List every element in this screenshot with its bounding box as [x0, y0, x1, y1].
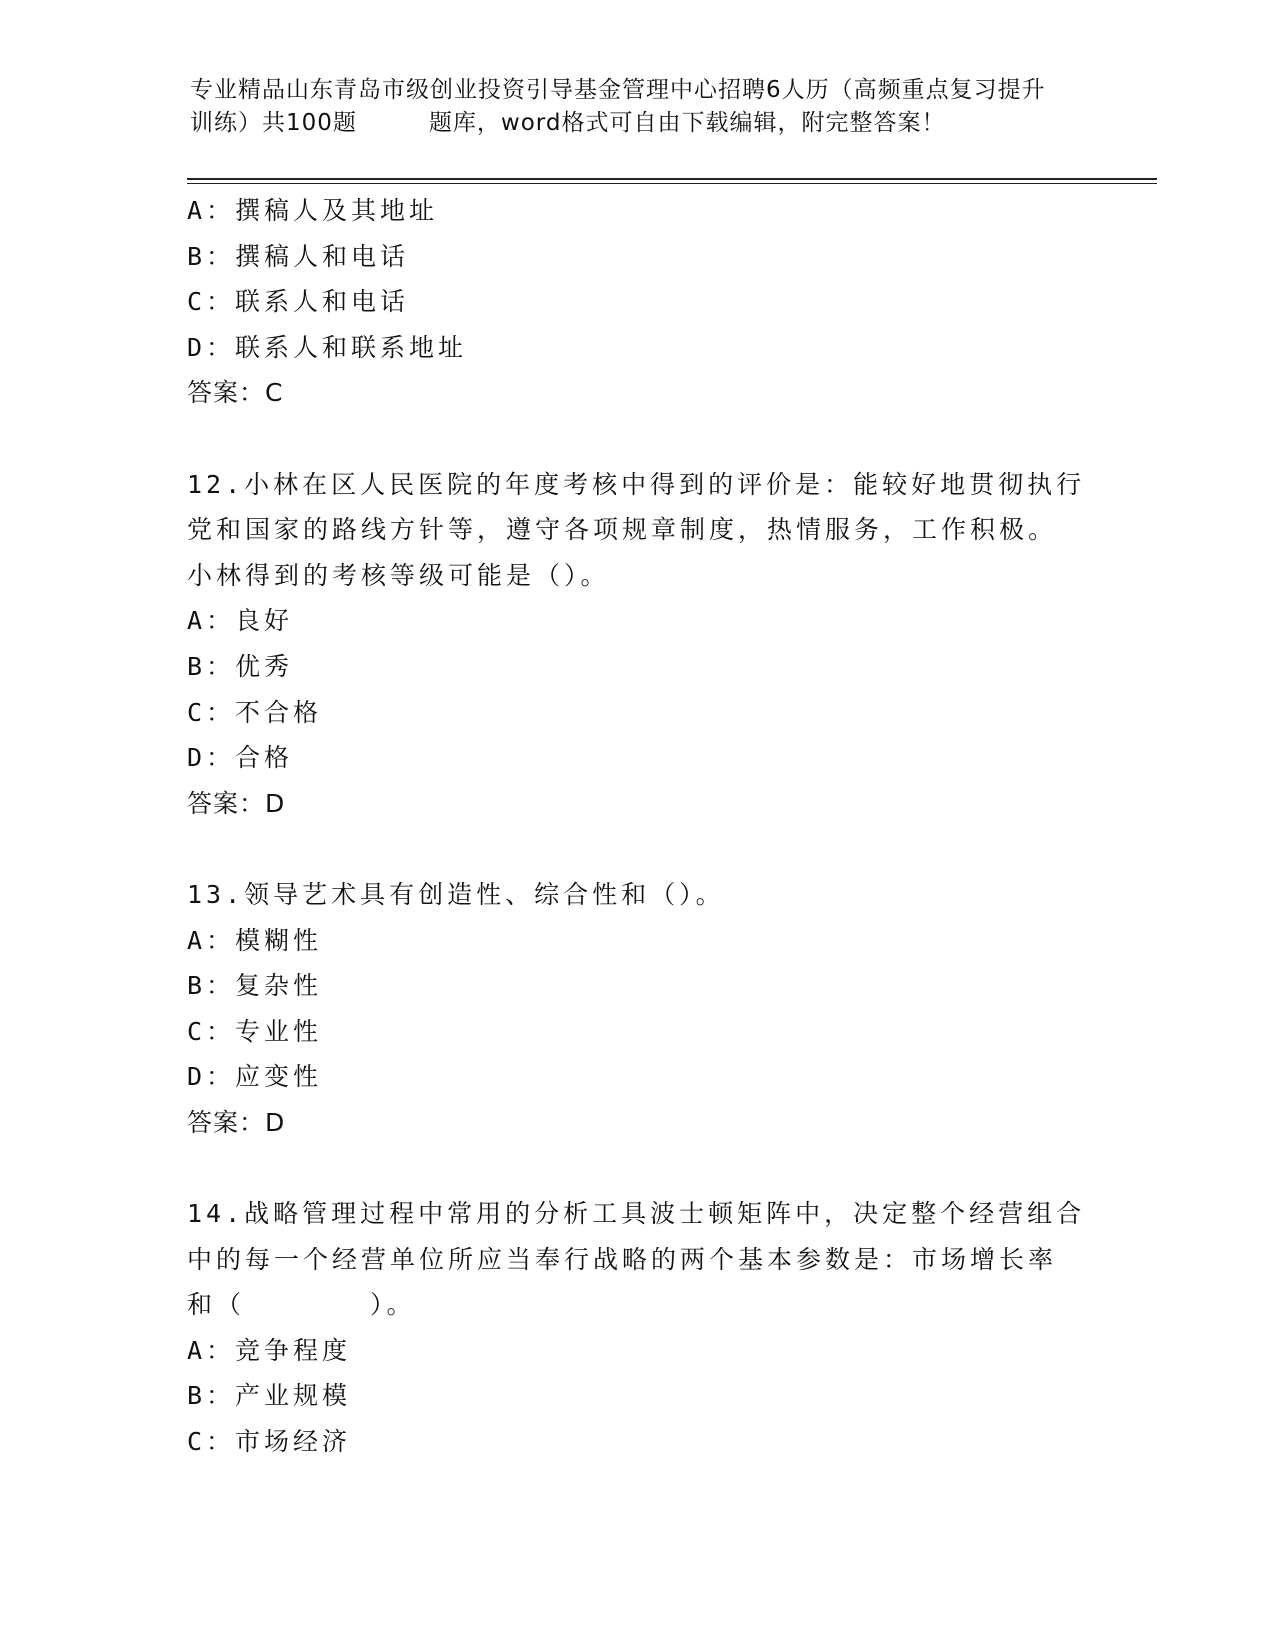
header-line-1: 专业精品山东青岛市级创业投资引导基金管理中心招聘6人历（高频重点复习提升 — [190, 77, 1046, 103]
question-list — [187, 188, 1087, 1465]
question-stem: 13.领导艺术具有创造性、综合性和（）。 — [187, 879, 725, 909]
option-d: D：联系人和联系地址 — [187, 332, 468, 362]
header-line-2-end: 题库，word格式可自由下载编辑，附完整答案！ — [428, 110, 946, 136]
stem-line: 14.战略管理过程中常用的分析工具波士顿矩阵中，决定整个经营组合 — [187, 1199, 1086, 1229]
option-b: B：产业规模 — [187, 1381, 352, 1411]
answer: 答案：D — [187, 1107, 286, 1137]
header-line-2 — [190, 107, 1090, 140]
stem-line: 中的每一个经营单位所应当奉行战略的两个基本参数是：市场增长率 — [187, 1244, 1058, 1274]
stem-line: 12.小林在区人民医院的年度考核中得到的评价是：能较好地贯彻执行 — [187, 469, 1086, 499]
option-c: C：市场经济 — [187, 1427, 352, 1457]
answer: 答案：D — [187, 788, 286, 818]
answer: 答案：C — [187, 378, 284, 408]
question-stem — [187, 1191, 1087, 1320]
question-stem — [187, 462, 1087, 590]
option-d: D：合格 — [187, 743, 294, 773]
document-header — [190, 74, 1090, 140]
option-a: A：竞争程度 — [187, 1335, 352, 1365]
header-divider — [187, 178, 1157, 180]
option-b: B：复杂性 — [187, 971, 323, 1001]
option-b: B：撰稿人和电话 — [187, 241, 410, 271]
option-c: C：联系人和电话 — [187, 287, 410, 317]
option-a: A：模糊性 — [187, 925, 323, 955]
option-a: A：撰稿人及其地址 — [187, 196, 439, 225]
option-a: A：良好 — [187, 606, 294, 636]
stem-line: 党和国家的路线方针等，遵守各项规章制度，热情服务，工作积极。 — [187, 515, 1058, 545]
option-b: B：优秀 — [187, 651, 294, 681]
header-line-2-start: 训练）共100题 — [190, 110, 357, 136]
question-14 — [187, 1191, 1087, 1465]
option-d: D：应变性 — [187, 1062, 323, 1092]
stem-line-end: ）。 — [370, 1290, 416, 1320]
question-13 — [187, 872, 1087, 1146]
question-12 — [187, 462, 1087, 827]
stem-line: 小林得到的考核等级可能是（）。 — [187, 560, 610, 590]
header-divider-thin — [187, 183, 1157, 184]
option-c: C：专业性 — [187, 1016, 323, 1046]
stem-line-start: 和（ — [187, 1290, 246, 1320]
option-c: C：不合格 — [187, 697, 323, 727]
question-11 — [187, 188, 1087, 416]
